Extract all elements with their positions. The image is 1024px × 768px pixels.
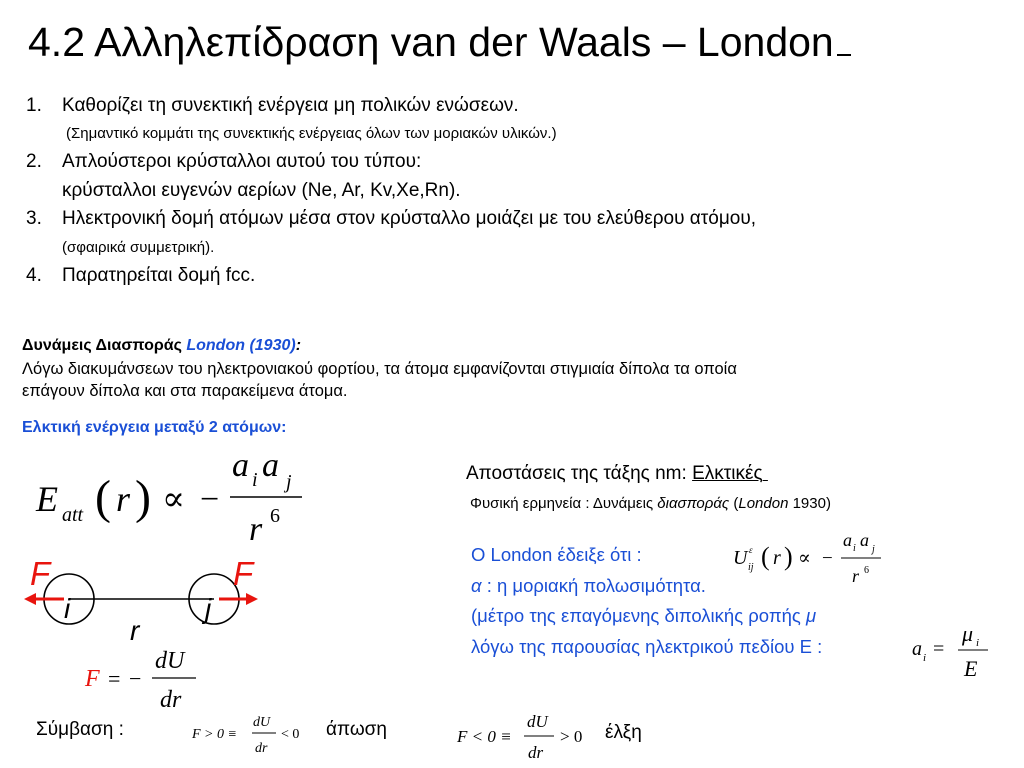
formula-alpha-a: a [912,638,922,660]
distance-label-r: r [130,615,140,646]
formula-small-prop: ∝ [798,548,811,569]
formula-alpha-mu-i: i [976,637,980,649]
physical-year: 1930) [788,495,831,512]
formula-main-E: E [36,479,58,519]
list-text: Καθορίζει τη συνεκτική ενέργεια μη πολικών ενώσεων. [62,95,519,116]
list-text: Απλούστεροι κρύσταλλοι αυτού του τύπου: [62,151,422,172]
list-text: Ηλεκτρονική δομή ατόμων μέσα στον κρύσταλλο μοιάζει με του ελεύθερου ατόμου, [62,208,757,229]
formula-alpha-i: i [923,652,927,664]
formula-force-F: F [85,666,100,692]
convention-label: Σύμβαση : [36,719,124,740]
force-label-left: F [30,555,51,592]
list-item-2 [26,150,421,174]
repulsion-left: F > 0 ≡ [192,727,237,742]
mu-symbol: μ [805,605,817,626]
formula-alpha-eq: = [933,638,945,660]
atom-label-i: i [64,593,71,624]
formula-small-U: U [733,547,748,569]
page-title-text: 4.2 Αλληλεπίδραση van der Waals – London [28,19,834,65]
formula-small-j: j [872,544,875,555]
list-number: 2. [26,151,42,172]
list-note-3: (σφαιρικά συμμετρική). [62,239,215,256]
measure-line [471,605,816,627]
alpha-line [471,575,706,597]
atom-label-j: j [205,593,212,624]
text-cursor [837,24,851,56]
formula-main-aj: a [262,447,279,484]
physical-london: London [738,495,789,512]
distances-line [466,463,768,485]
dispersion-heading [22,337,301,355]
formula-small-r: r [773,547,781,569]
london-showed: O London έδειξε ότι : [471,544,642,565]
force-arrow-left-head [24,593,36,605]
formula-small-aj: a [860,530,869,550]
formula-main-j: j [286,471,292,493]
physical-line [470,495,831,512]
force-label-right: F [233,555,254,592]
formula-small-i: i [853,543,856,554]
list-item-3 [26,207,756,231]
dispersion-line-2: επάγουν δίπολα και στα παρακείμενα άτομα. [22,382,348,400]
formula-main-minus: − [200,481,220,518]
formula-main-r6: r [249,511,263,548]
formula-force-minus: − [129,666,142,691]
attractive-link[interactable]: Ελκτικές [692,463,763,484]
formula-small-r6: r [852,566,860,586]
formula-main-r: r [116,479,131,519]
formula-small-paren-close: ) [784,542,793,571]
attraction-dU: dU [527,712,548,731]
repulsion-dU: dU [253,715,271,730]
list-number: 1. [26,95,42,116]
repulsion-label: άπωση [326,719,387,740]
formula-alpha-E: E [964,656,978,681]
formula-force-dr: dr [160,687,182,713]
dispersion-line-1: Λόγω διακυμάνσεων του ηλεκτρονιακού φορτίου, τα άτομα εμφανίζονται στιγμιαία δίπολα τα οποία [22,360,737,378]
formula-small-paren-open: ( [761,542,770,571]
dispersion-colon: : [295,337,302,354]
physical-italic: διασποράς [657,495,730,512]
dispersion-heading-text: Δυνάμεις Διασποράς [22,337,182,354]
alpha-symbol: α [471,575,482,596]
attraction-right: > 0 [560,727,583,746]
physical-open: ( [729,495,739,512]
formula-main-paren-open: ( [95,471,111,524]
formula-main-prop: ∝ [162,481,186,518]
list-number: 4. [26,265,42,286]
list-note-2: κρύσταλλοι ευγενών αερίων (Ne, Ar, Kv,Xe,Rn). [62,180,461,201]
formula-small-ai: a [843,530,852,550]
measure-text: (μέτρο της επαγόμενης διπολικής ροπής [471,605,806,626]
list-note-1: (Σημαντικό κομμάτι της συνεκτικής ενέργειας όλων των μοριακών υλικών.) [66,125,557,142]
formula-main-ai: a [232,447,249,484]
list-text: Παρατηρείται δομή fcc. [62,265,256,286]
formula-force-eq: = [108,666,121,691]
alpha-text: : η μοριακή πολωσιμότητα. [481,575,706,596]
list-item-4 [26,264,255,288]
formula-main-six: 6 [270,505,280,527]
formula-main-att: att [62,504,84,526]
formula-small-e: ε [749,545,753,555]
field-line: λόγω της παρουσίας ηλεκτρικού πεδίου E : [471,636,823,657]
repulsion-dr: dr [255,741,268,756]
attraction-dr: dr [528,743,544,762]
list-item-1 [26,94,519,118]
formula-small-six: 6 [864,565,869,576]
formula-main-paren-close: ) [135,471,151,524]
formula-force-dU: dU [155,648,185,674]
list-number: 3. [26,208,42,229]
energy-heading: Ελκτική ενέργεια μεταξύ 2 ατόμων: [22,419,287,436]
formula-small-ij: ij [748,562,754,573]
force-arrow-right-head [246,593,258,605]
dispersion-heading-london: London (1930) [186,337,296,354]
attraction-label: έλξη [605,722,642,743]
formula-small-minus: − [822,548,833,569]
formula-alpha-mu: μ [962,621,974,646]
page-title [28,18,851,66]
formula-main-i: i [252,469,258,491]
physical-text: Φυσική ερμηνεία : Δυνάμεις [470,495,658,512]
distances-text: Αποστάσεις της τάξης nm: [466,463,693,484]
attraction-left: F < 0 ≡ [457,727,512,746]
repulsion-right: < 0 [281,727,300,742]
